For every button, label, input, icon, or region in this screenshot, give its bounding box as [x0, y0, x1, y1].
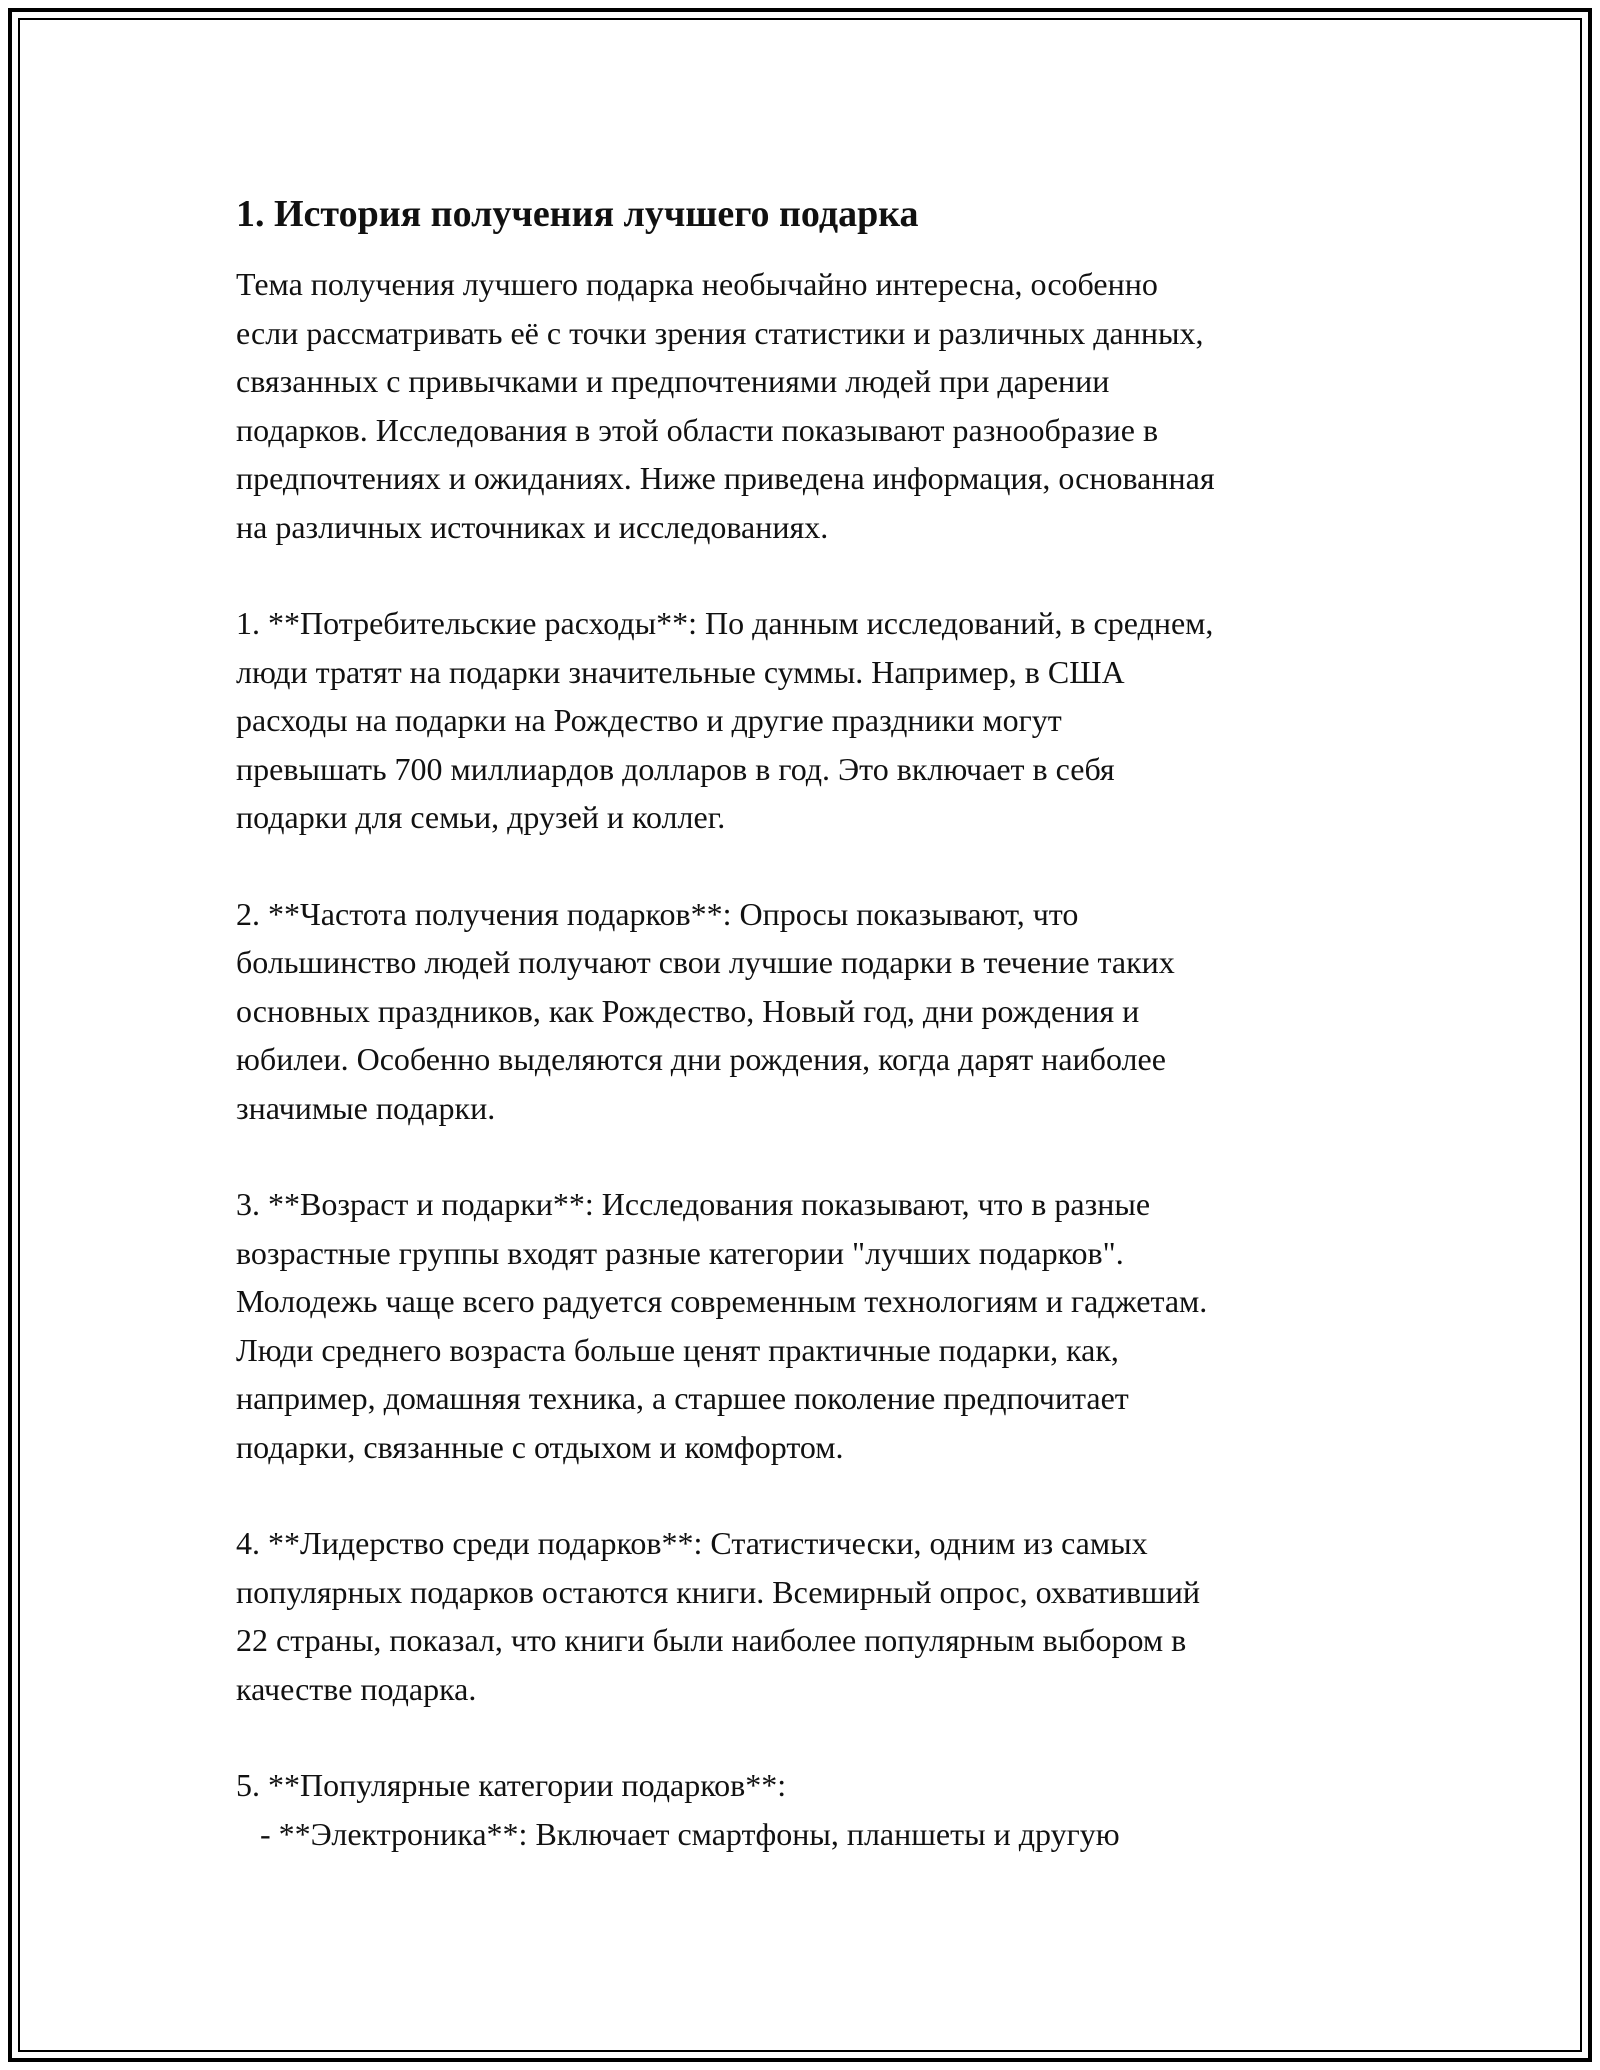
paragraph-consumer-spending — [236, 599, 1396, 842]
text-line: 4. **Лидерство среди подарков**: Статистически, одним из самых — [236, 1525, 1148, 1561]
text-line: расходы на подарки на Рождество и другие праздники могут — [236, 702, 1062, 738]
paragraph-intro — [236, 260, 1396, 551]
text-line: - **Электроника**: Включает смартфоны, планшеты и другую — [236, 1815, 1120, 1852]
text-line: значимые подарки. — [236, 1089, 496, 1126]
text-line: большинство людей получают свои лучшие подарки в течение таких — [236, 944, 1175, 980]
text-line: 3. **Возраст и подарки**: Исследования показывают, что в разные — [236, 1186, 1151, 1222]
text-line: основных праздников, как Рождество, Новый год, дни рождения и — [236, 992, 1140, 1029]
text-line: 5. **Популярные категории подарков**: — [236, 1767, 787, 1803]
text-line: если рассматривать её с точки зрения статистики и различных данных, — [236, 314, 1204, 351]
text-line: на различных источниках и исследованиях. — [236, 508, 829, 545]
paragraph-gift-frequency — [236, 890, 1396, 1133]
text-line: предпочтениях и ожиданиях. Ниже приведена информация, основанная — [236, 460, 1215, 496]
text-line: 1. **Потребительские расходы**: По данным исследований, в среднем, — [236, 605, 1214, 641]
text-line: 22 страны, показал, что книги были наиболее популярным выбором в — [236, 1622, 1187, 1658]
text-line: Тема получения лучшего подарка необычайно интересна, особенно — [236, 266, 1158, 302]
text-line: 2. **Частота получения подарков**: Опросы показывают, что — [236, 895, 1079, 932]
text-line: юбилеи. Особенно выделяются дни рождения, когда дарят наиболее — [236, 1041, 1166, 1077]
paragraph-popular-categories — [236, 1761, 1396, 1858]
text-line: подарки для семьи, друзей и коллег. — [236, 799, 726, 835]
text-line: возрастные группы входят разные категории "лучших подарков". — [236, 1234, 1124, 1271]
text-line: связанных с привычками и предпочтениями людей при дарении — [236, 363, 1110, 399]
text-line: качестве подарка. — [236, 1670, 477, 1707]
paragraph-gift-leadership — [236, 1519, 1396, 1713]
paragraph-age-and-gifts — [236, 1180, 1396, 1471]
text-line: например, домашняя техника, а старшее поколение предпочитает — [236, 1380, 1129, 1416]
document-body — [236, 190, 1396, 1906]
document-heading: 1. История получения лучшего подарка — [236, 193, 919, 235]
text-line: подарков. Исследования в этой области показывают разнообразие в — [236, 411, 1159, 448]
text-line: люди тратят на подарки значительные суммы. Например, в США — [236, 653, 1125, 690]
text-line: популярных подарков остаются книги. Всемирный опрос, охвативший — [236, 1573, 1201, 1610]
text-line: Люди среднего возраста больше ценят практичные подарки, как, — [236, 1331, 1119, 1368]
text-line: превышать 700 миллиардов долларов в год. Это включает в себя — [236, 750, 1115, 787]
text-line: подарки, связанные с отдыхом и комфортом. — [236, 1428, 844, 1465]
text-line: Молодежь чаще всего радуется современным технологиям и гаджетам. — [236, 1283, 1208, 1319]
